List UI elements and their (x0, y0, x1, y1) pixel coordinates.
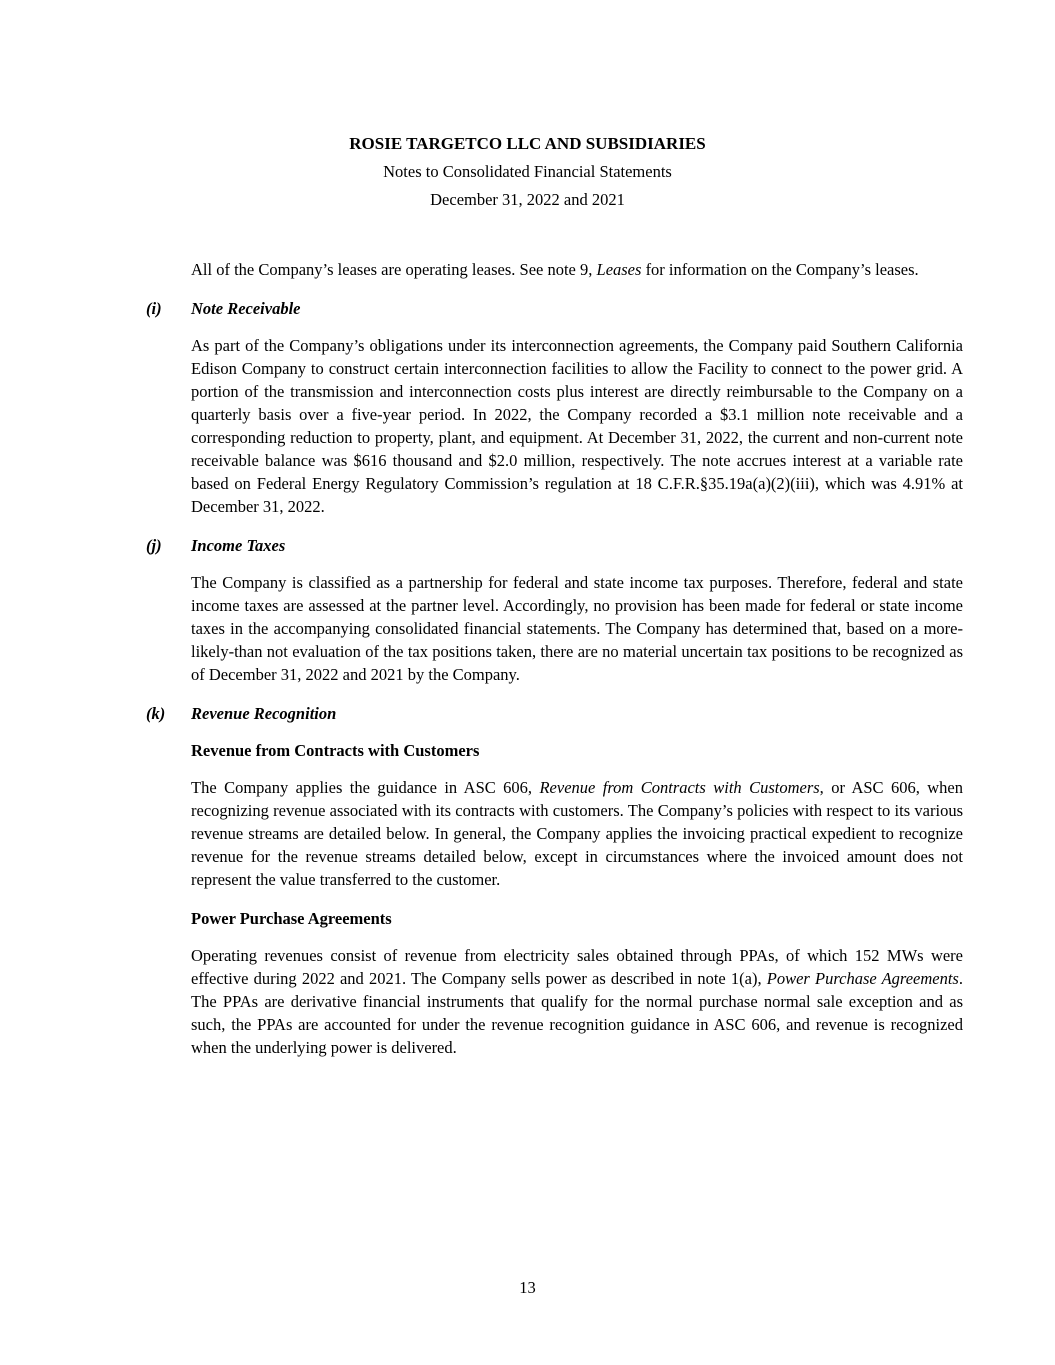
section-k-label: (k) (146, 704, 166, 723)
intro-text: All of the Company’s leases are operating leases. See note 9, (191, 260, 597, 279)
power-purchase-text-end: . The PPAs are derivative financial instruments that qualify for the normal purchase normal sale exception and as such, the PPAs are accounted for under the revenue recognition guidance in ASC 606, and revenue is recognized when the underlying power is delivered. (191, 969, 963, 1057)
section-i-title: Note Receivable (191, 299, 301, 318)
asc606-italic-title: Revenue from Contracts with Customers (539, 778, 820, 797)
power-purchase-paragraph (191, 944, 963, 1059)
section-j-paragraph: The Company is classified as a partnership for federal and state income tax purposes. Therefore, federal and state income taxes are assessed at the partner level. Accordingly, no provision has been made for federal or state income taxes in the accompanying consolidated financial statements. The Company has determined that, based on a more-likely-than not evaluation of the tax positions taken, there are no material uncertain tax positions to be recognized as of December 31, 2022 and 2021 by the Company. (191, 573, 963, 684)
section-i-heading (146, 297, 963, 320)
date-line: December 31, 2022 and 2021 (430, 190, 625, 209)
document-header (0, 0, 1055, 214)
ppa-italic-title: Power Purchase Agreements (766, 969, 959, 988)
section-i-paragraph: As part of the Company’s obligations under its interconnection agreements, the Company paid Southern California Edison Company to construct certain interconnection facilities to allow the Facility to connect to the power grid. A portion of the transmission and interconnection costs plus interest are directly reimbursable to the Company on a quarterly basis over a five-year period. In 2022, the Company recorded a $3.1 million note receivable and a corresponding reduction to property, plant, and equipment. At December 31, 2022, the current and non-current note receivable balance was $616 thousand and $2.0 million, respectively. The note accrues interest at a variable rate based on Federal Energy Regulatory Commission’s regulation at 18 C.F.R.§35.19a(a)(2)(iii), which was 4.91% at December 31, 2022. (191, 336, 963, 516)
section-i-label: (i) (146, 299, 162, 318)
revenue-contracts-text-end: , or ASC 606, when recognizing revenue associated with its contracts with customers. The Company’s policies with respect to its various revenue streams are detailed below. In general, the Company applies the invoicing practical expedient to recognize revenue for the revenue streams detailed below, except in circumstances where the invoiced amount does not represent the value transferred to the customer. (191, 778, 963, 889)
intro-text-end: for information on the Company’s leases. (641, 260, 919, 279)
revenue-contracts-subheading: Revenue from Contracts with Customers (191, 741, 480, 760)
company-title: ROSIE TARGETCO LLC AND SUBSIDIARIES (349, 134, 706, 153)
section-j-title: Income Taxes (191, 536, 286, 555)
page-number: 13 (519, 1278, 536, 1297)
document-body (146, 258, 963, 1059)
revenue-contracts-text: The Company applies the guidance in ASC 606, (191, 778, 540, 797)
intro-paragraph (191, 258, 963, 281)
revenue-contracts-paragraph (191, 776, 963, 891)
section-j-label: (j) (146, 536, 162, 555)
intro-italic-leases: Leases (596, 260, 642, 279)
notes-subtitle: Notes to Consolidated Financial Statements (383, 162, 672, 181)
power-purchase-subheading: Power Purchase Agreements (191, 909, 392, 928)
section-k-title: Revenue Recognition (191, 704, 337, 723)
section-j-heading (146, 534, 963, 557)
section-k-heading (146, 702, 963, 725)
power-purchase-text: Operating revenues consist of revenue from electricity sales obtained through PPAs, of which 152 MWs were effective during 2022 and 2021. The Company sells power as described in note 1(a), (191, 946, 963, 988)
